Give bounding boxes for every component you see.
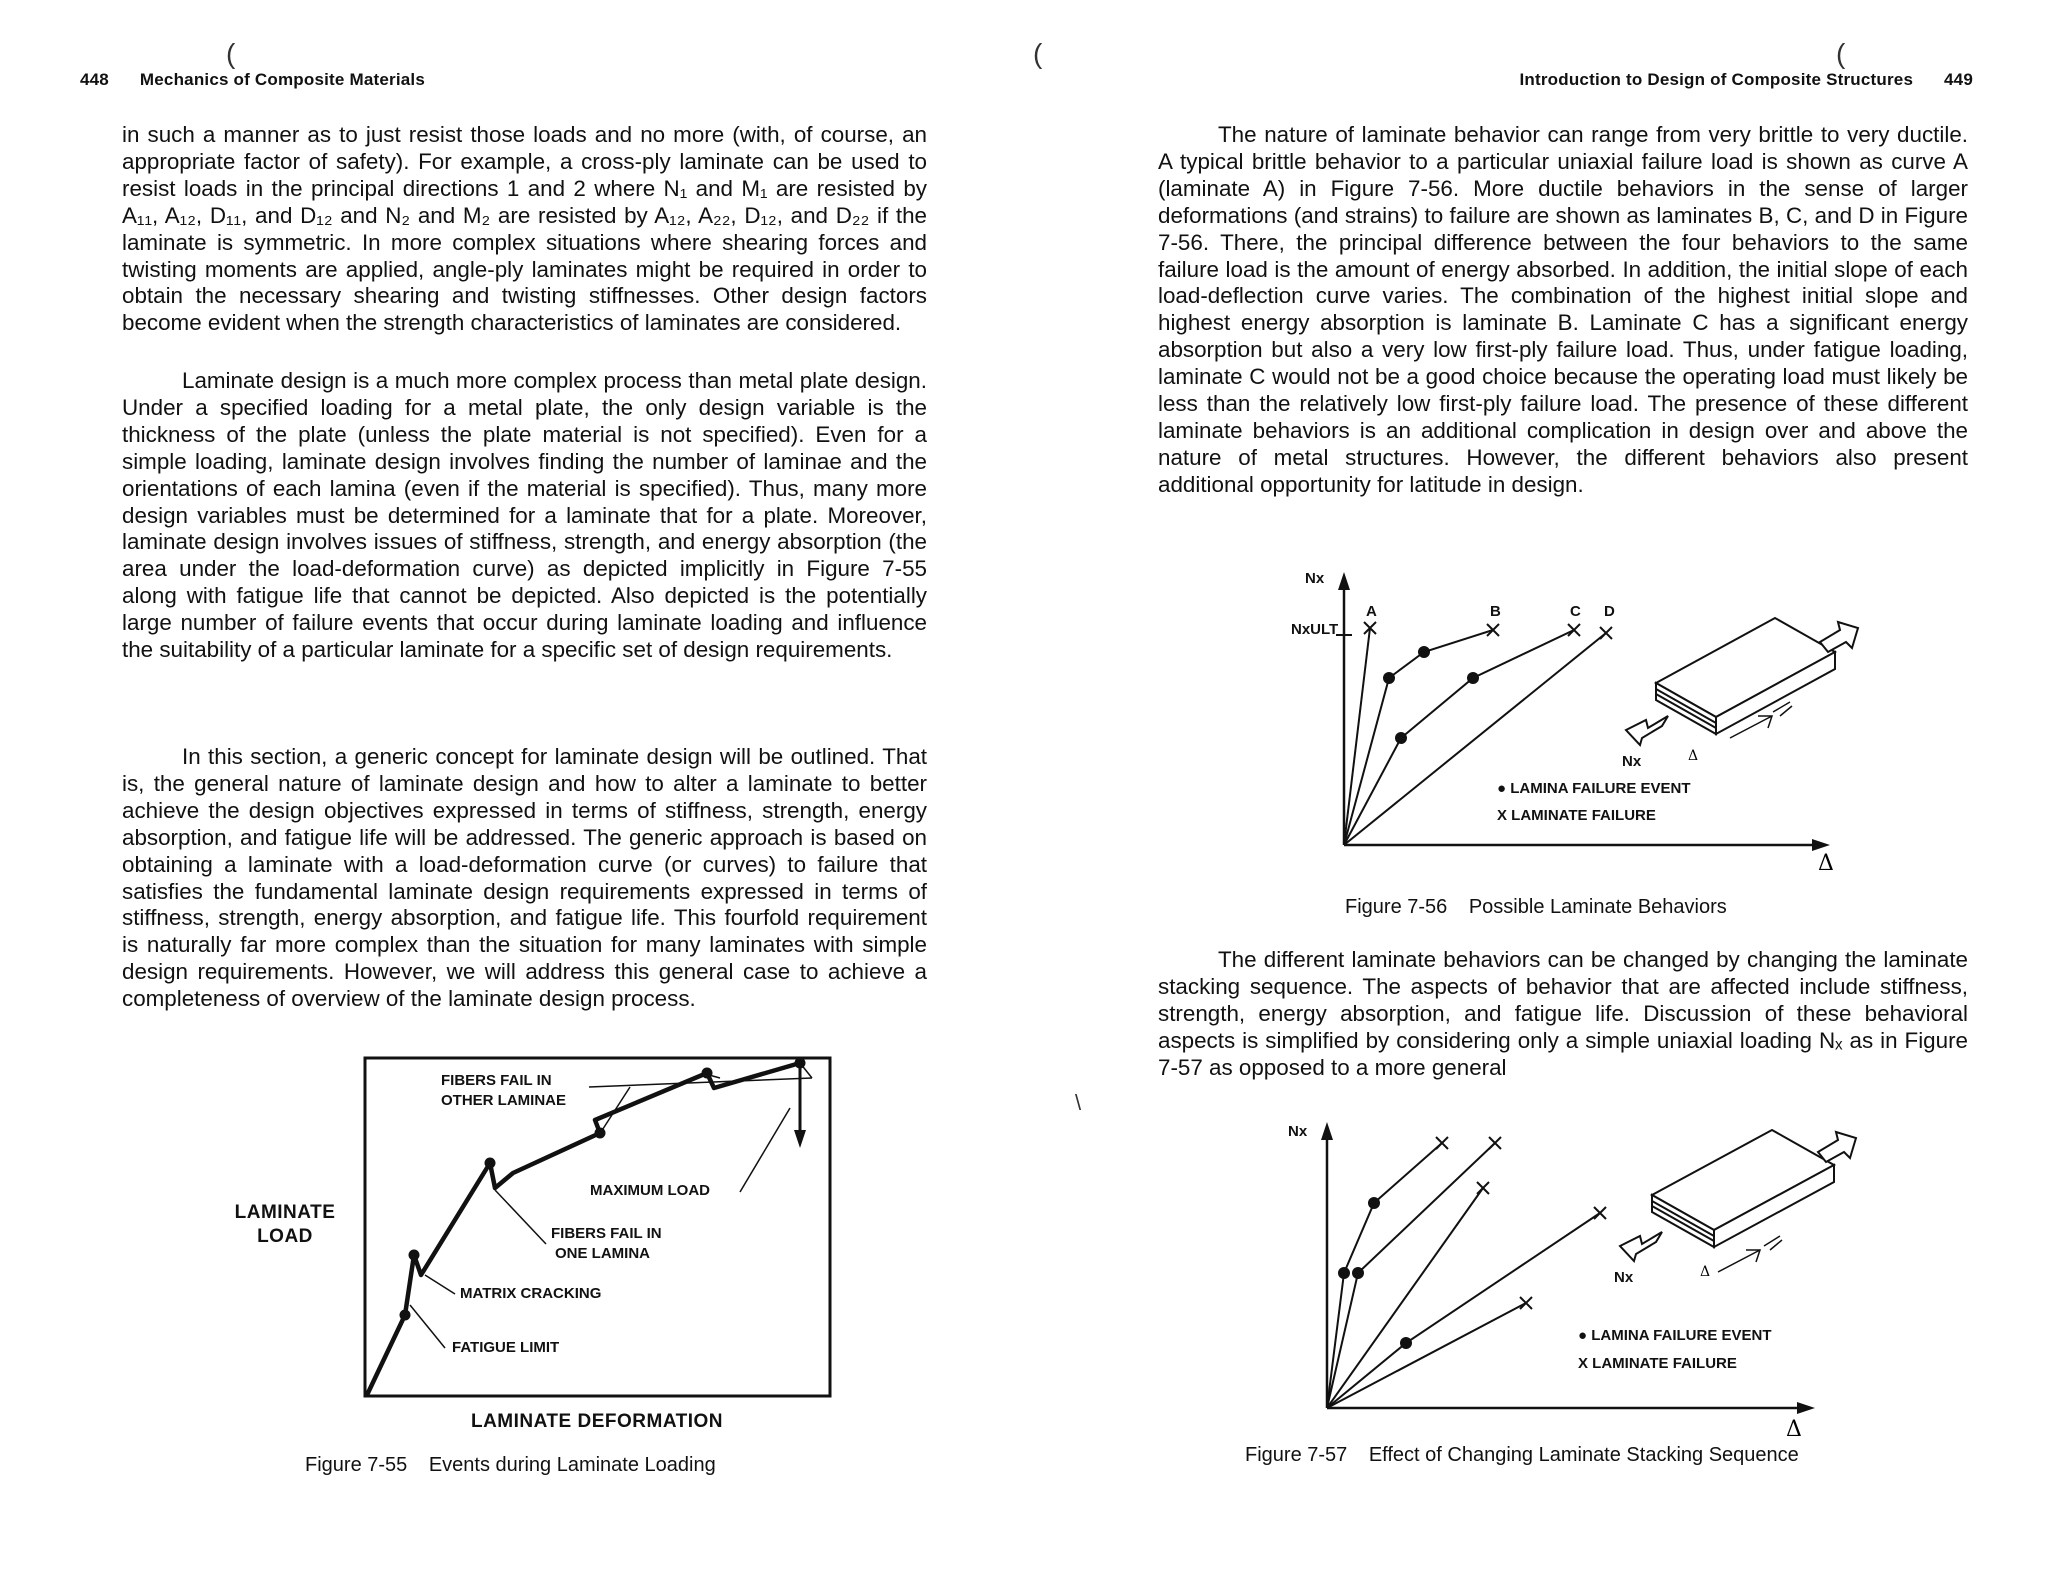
caption-7-55-text: Events during Laminate Loading (428, 1454, 716, 1476)
y-tick-label: NxULT (1291, 621, 1339, 638)
label-maximum-load: MAXIMUM LOAD (590, 1182, 710, 1199)
label-fibers-other-1: FIBERS FAIL IN (441, 1072, 552, 1089)
left-paragraph-3: In this section, a generic concept for laminate design will be outlined. That is, the general nature of laminate design and how to alter a laminate to better achieve the design objectives expressed in terms of stiffness, strength, energy absorption, and fatigue life will be addressed. The generic approach is based on obtaining a laminate with a load-deformation curve (or curves) to failure that satisfies the fundamental laminate design requirements expressed in terms of stiffness, strength, energy absorption, and fatigue life. This fourfold requirement is naturally far more complex than the situation for many laminates with simple design requirements. However, we will address this general case to achieve a completeness of overview of the laminate design process. (122, 744, 927, 1012)
stray-mark: \ (1075, 1090, 1082, 1115)
legend-event: ● LAMINA FAILURE EVENT (1497, 780, 1691, 797)
caption-7-57-number: Figure 7-57 (1245, 1444, 1348, 1466)
failure-event-points (400, 1058, 806, 1321)
label-fibers-other-2: OTHER LAMINAE (441, 1092, 566, 1109)
laminate-plate-icon (1626, 618, 1858, 745)
right-paragraph-2: The different laminate behaviors can be changed by changing the laminate stacking sequence. The aspects of behavior that are affected include stiffness, strength, energy absorption, and fatigue life. Discussion of these behavioral aspects is simplified by considering only a simple uniaxial loading Nₓ as in Figure 7-57 as opposed to a more general (1158, 947, 1968, 1080)
drop-arrowhead (794, 1130, 806, 1148)
curve-b (1344, 630, 1493, 845)
disp-label: Δ (1688, 748, 1699, 764)
left-paragraph-1: in such a manner as to just resist those loads and no more (with, of course, an appropriate factor of safety). For example, a cross-ply laminate can be used to resist loads in the principal directions 1 and 2 where N₁ and M₁ are resisted by A₁₁, A₁₂, D₁₁, and D₁₂ and N₂ and M₂ are resisted by A₁₂, A₂₂, D₁₂, and D₂₂ if the laminate is symmetric. In more complex situations where shearing forces and twisting moments are applied, angle-ply laminates might be required in order to obtain the necessary shearing and twisting stiffnesses. Other design factors become evident when the strength characteristics of laminates are considered. (122, 122, 927, 336)
load-deformation-curve (367, 1063, 800, 1395)
left-page-header (80, 70, 425, 90)
curve-label-d: D (1604, 603, 1615, 620)
left-paragraph-2: Laminate design is a much more complex process than metal plate design. Under a specified loading for a metal plate, the only design variable is the thickness of the plate (unless the plate material is not specified). Even for a simple loading, laminate design involves finding the number of laminae and the orientations of each lamina (even if the material is specified). Thus, many more design variables must be determined for a laminate that for a plate. Moreover, laminate design involves issues of stiffness, strength, and energy absorption (the area under the load-deformation curve) as depicted implicitly in Figure 7-55 along with fatigue life that cannot be depicted. Also depicted is the potentially large number of failure events that occur during laminate loading and influence the suitability of a particular laminate for a specific set of design requirements. (122, 368, 927, 663)
left-page-number: 448 (80, 70, 109, 89)
right-paragraph-1: The nature of laminate behavior can range from very brittle to very ductile. A typical brittle behavior to a particular uniaxial failure load is shown as curve A (laminate A) in Figure 7-56. More ductile behaviors in the sense of larger deformations (and strains) to failure are shown as laminates B, C, and D in Figure 7-56. There, the principal difference between the four behaviors to the same failure load is the amount of energy absorbed. In addition, the initial slope of each load-deflection curve varies. The combination of the highest initial slope and highest energy absorption is laminate B. Laminate C has a significant energy absorption but also a very low first-ply failure load. Thus, under fatigue loading, laminate C would not be a good choice because the operating load must likely be less than the relatively low first-ply failure load. The presence of these different laminate behaviors is an additional complication in design over and above the nature of metal structures. However, the different behaviors also present additional opportunity for latitude in design. (1158, 122, 1968, 497)
laminate-plate-icon (1620, 1130, 1856, 1261)
caption-7-56-number: Figure 7-56 (1345, 896, 1448, 918)
caption-7-57 (1245, 1444, 1799, 1467)
event-point (595, 1128, 606, 1139)
legend-event: ● LAMINA FAILURE EVENT (1578, 1327, 1772, 1344)
y-axis-label: Nx (1305, 570, 1325, 587)
stray-mark: ( (1033, 38, 1043, 69)
disp-label: Δ (1700, 1264, 1711, 1280)
caption-7-56-text: Possible Laminate Behaviors (1468, 896, 1727, 918)
right-page-number: 449 (1944, 70, 1973, 89)
caption-7-56 (1345, 896, 1727, 919)
caption-7-57-text: Effect of Changing Laminate Stacking Sequence (1368, 1444, 1799, 1466)
curve-d (1344, 633, 1606, 845)
event-point (702, 1068, 713, 1079)
x-axis-label: Δ (1786, 1417, 1802, 1442)
label-fatigue-limit: FATIGUE LIMIT (452, 1339, 560, 1356)
label-fibers-one-1: FIBERS FAIL IN (551, 1225, 662, 1242)
legend-failure: X LAMINATE FAILURE (1578, 1355, 1737, 1372)
x-axis-label: Δ (1818, 851, 1834, 876)
event-point (485, 1158, 496, 1169)
curves-7-56 (1344, 628, 1606, 845)
right-running-title: Introduction to Design of Composite Structures (1519, 70, 1914, 89)
y-label-line1: LAMINATE (234, 1202, 336, 1223)
curve-c (1344, 630, 1574, 845)
left-running-title: Mechanics of Composite Materials (139, 70, 425, 89)
legend-failure: X LAMINATE FAILURE (1497, 807, 1656, 824)
annotation-leaders (410, 1063, 812, 1348)
event-point (400, 1310, 411, 1321)
figure-7-55-frame (365, 1058, 830, 1396)
curves-7-57 (1327, 1143, 1600, 1408)
y-axis-label: Nx (1288, 1123, 1308, 1140)
right-page-header (1520, 70, 1974, 90)
y-label-line2: LOAD (257, 1226, 313, 1247)
curve-label-c: C (1570, 603, 1581, 620)
event-point (795, 1058, 806, 1069)
curve-a (1344, 628, 1370, 845)
stray-mark: ( (226, 38, 236, 69)
load-label: Nx (1614, 1269, 1634, 1286)
caption-7-55 (305, 1454, 716, 1477)
stray-mark: ( (1836, 38, 1846, 69)
caption-7-55-number: Figure 7-55 (305, 1454, 408, 1476)
label-matrix-cracking: MATRIX CRACKING (460, 1285, 602, 1302)
label-fibers-one-2: ONE LAMINA (555, 1245, 650, 1262)
event-point (409, 1250, 420, 1261)
x-label: LAMINATE DEFORMATION (470, 1411, 724, 1432)
curve-label-b: B (1490, 603, 1501, 620)
curve-label-a: A (1366, 603, 1377, 620)
load-label: Nx (1622, 753, 1642, 770)
